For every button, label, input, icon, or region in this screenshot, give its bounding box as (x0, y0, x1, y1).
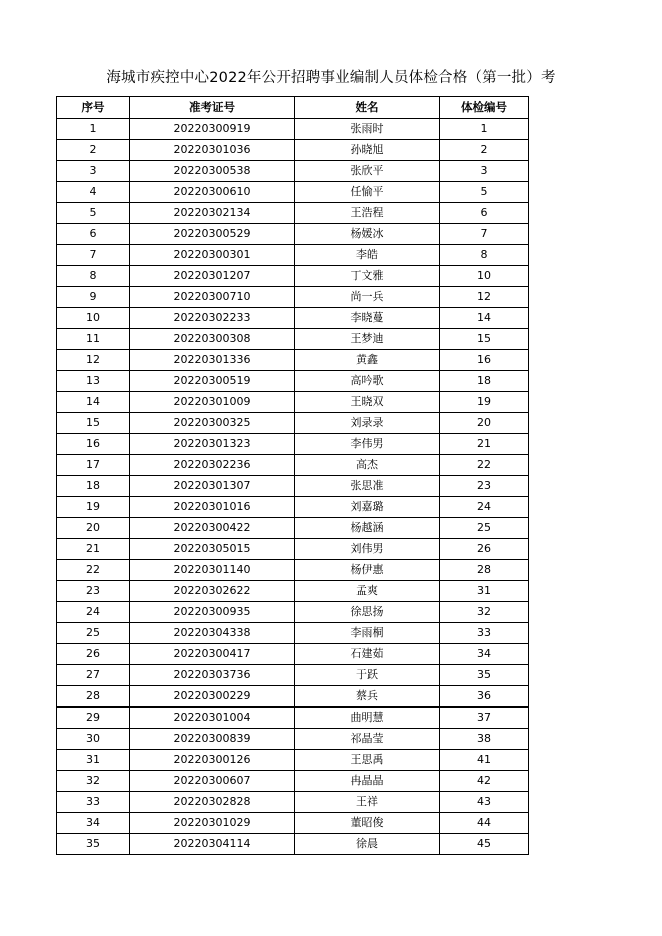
cell-name: 王思禹 (295, 750, 440, 771)
cell-seq: 30 (57, 729, 130, 750)
cell-exam-no: 20220300710 (130, 287, 295, 308)
cell-seq: 31 (57, 750, 130, 771)
cell-exam-no: 20220302622 (130, 581, 295, 602)
cell-name: 王祥 (295, 792, 440, 813)
cell-exam-no: 20220300839 (130, 729, 295, 750)
header-name: 姓名 (295, 97, 440, 119)
cell-check-no: 19 (440, 392, 529, 413)
cell-exam-no: 20220302134 (130, 203, 295, 224)
table-row (57, 287, 529, 308)
cell-name: 曲明慧 (295, 707, 440, 729)
cell-exam-no: 20220300422 (130, 518, 295, 539)
cell-exam-no: 20220302828 (130, 792, 295, 813)
cell-seq: 15 (57, 413, 130, 434)
cell-check-no: 43 (440, 792, 529, 813)
table-row (57, 813, 529, 834)
cell-check-no: 7 (440, 224, 529, 245)
cell-name: 孙晓旭 (295, 140, 440, 161)
table-row (57, 350, 529, 371)
cell-name: 李雨桐 (295, 623, 440, 644)
cell-name: 尚一兵 (295, 287, 440, 308)
header-check-no: 体检编号 (440, 97, 529, 119)
cell-check-no: 26 (440, 539, 529, 560)
table-row (57, 497, 529, 518)
cell-name: 董昭俊 (295, 813, 440, 834)
cell-exam-no: 20220301140 (130, 560, 295, 581)
cell-exam-no: 20220301016 (130, 497, 295, 518)
cell-check-no: 3 (440, 161, 529, 182)
cell-seq: 32 (57, 771, 130, 792)
cell-check-no: 22 (440, 455, 529, 476)
cell-check-no: 41 (440, 750, 529, 771)
cell-seq: 25 (57, 623, 130, 644)
cell-seq: 21 (57, 539, 130, 560)
cell-exam-no: 20220300538 (130, 161, 295, 182)
roster-table (56, 96, 529, 855)
cell-check-no: 6 (440, 203, 529, 224)
cell-name: 徐思扬 (295, 602, 440, 623)
roster-body (57, 119, 529, 855)
cell-seq: 18 (57, 476, 130, 497)
cell-name: 李皓 (295, 245, 440, 266)
cell-name: 杨越涵 (295, 518, 440, 539)
cell-name: 丁文雅 (295, 266, 440, 287)
cell-seq: 19 (57, 497, 130, 518)
table-row (57, 119, 529, 140)
cell-name: 王梦迪 (295, 329, 440, 350)
cell-check-no: 18 (440, 371, 529, 392)
table-row (57, 203, 529, 224)
table-row (57, 371, 529, 392)
cell-name: 李伟男 (295, 434, 440, 455)
cell-check-no: 31 (440, 581, 529, 602)
cell-seq: 34 (57, 813, 130, 834)
cell-exam-no: 20220301207 (130, 266, 295, 287)
table-row (57, 434, 529, 455)
cell-seq: 11 (57, 329, 130, 350)
cell-check-no: 15 (440, 329, 529, 350)
cell-name: 于跃 (295, 665, 440, 686)
table-row (57, 834, 529, 855)
cell-exam-no: 20220300919 (130, 119, 295, 140)
cell-exam-no: 20220300308 (130, 329, 295, 350)
cell-name: 祁晶莹 (295, 729, 440, 750)
cell-check-no: 23 (440, 476, 529, 497)
cell-name: 王晓双 (295, 392, 440, 413)
table-row (57, 329, 529, 350)
cell-exam-no: 20220300519 (130, 371, 295, 392)
cell-name: 李晓蔓 (295, 308, 440, 329)
table-row (57, 245, 529, 266)
table-row (57, 140, 529, 161)
cell-exam-no: 20220301307 (130, 476, 295, 497)
cell-exam-no: 20220300935 (130, 602, 295, 623)
table-row (57, 392, 529, 413)
table-row (57, 518, 529, 539)
cell-exam-no: 20220305015 (130, 539, 295, 560)
cell-exam-no: 20220304114 (130, 834, 295, 855)
cell-name: 高吟歌 (295, 371, 440, 392)
cell-seq: 35 (57, 834, 130, 855)
cell-seq: 20 (57, 518, 130, 539)
cell-seq: 23 (57, 581, 130, 602)
table-row (57, 602, 529, 623)
cell-check-no: 21 (440, 434, 529, 455)
table-row (57, 455, 529, 476)
table-row (57, 771, 529, 792)
cell-seq: 22 (57, 560, 130, 581)
table-row (57, 182, 529, 203)
cell-exam-no: 20220301009 (130, 392, 295, 413)
cell-check-no: 42 (440, 771, 529, 792)
cell-check-no: 32 (440, 602, 529, 623)
cell-seq: 26 (57, 644, 130, 665)
cell-seq: 9 (57, 287, 130, 308)
cell-name: 黄鑫 (295, 350, 440, 371)
cell-name: 任愉平 (295, 182, 440, 203)
cell-seq: 17 (57, 455, 130, 476)
cell-exam-no: 20220301323 (130, 434, 295, 455)
cell-seq: 10 (57, 308, 130, 329)
cell-check-no: 44 (440, 813, 529, 834)
document-title: 海城市疾控中心2022年公开招聘事业编制人员体检合格（第一批）考 (106, 70, 556, 86)
cell-name: 张思准 (295, 476, 440, 497)
cell-check-no: 37 (440, 707, 529, 729)
cell-exam-no: 20220300126 (130, 750, 295, 771)
cell-check-no: 25 (440, 518, 529, 539)
cell-name: 刘嘉璐 (295, 497, 440, 518)
cell-name: 张欣平 (295, 161, 440, 182)
cell-check-no: 20 (440, 413, 529, 434)
cell-name: 高杰 (295, 455, 440, 476)
cell-check-no: 2 (440, 140, 529, 161)
cell-check-no: 10 (440, 266, 529, 287)
cell-check-no: 33 (440, 623, 529, 644)
table-row (57, 539, 529, 560)
cell-seq: 4 (57, 182, 130, 203)
cell-exam-no: 20220301029 (130, 813, 295, 834)
cell-exam-no: 20220301036 (130, 140, 295, 161)
cell-check-no: 1 (440, 119, 529, 140)
cell-exam-no: 20220300607 (130, 771, 295, 792)
cell-seq: 2 (57, 140, 130, 161)
cell-exam-no: 20220302233 (130, 308, 295, 329)
cell-name: 杨媛冰 (295, 224, 440, 245)
cell-exam-no: 20220304338 (130, 623, 295, 644)
cell-check-no: 38 (440, 729, 529, 750)
cell-seq: 3 (57, 161, 130, 182)
cell-name: 冉晶晶 (295, 771, 440, 792)
table-row (57, 560, 529, 581)
cell-seq: 14 (57, 392, 130, 413)
cell-name: 刘伟男 (295, 539, 440, 560)
cell-seq: 12 (57, 350, 130, 371)
cell-seq: 33 (57, 792, 130, 813)
cell-seq: 13 (57, 371, 130, 392)
cell-name: 王浩程 (295, 203, 440, 224)
cell-name: 张雨时 (295, 119, 440, 140)
table-row (57, 161, 529, 182)
header-seq: 序号 (57, 97, 130, 119)
cell-check-no: 36 (440, 686, 529, 708)
cell-check-no: 16 (440, 350, 529, 371)
cell-check-no: 34 (440, 644, 529, 665)
cell-seq: 8 (57, 266, 130, 287)
cell-check-no: 8 (440, 245, 529, 266)
table-row (57, 308, 529, 329)
table-row (57, 413, 529, 434)
header-row (57, 97, 529, 119)
cell-check-no: 12 (440, 287, 529, 308)
cell-name: 杨伊惠 (295, 560, 440, 581)
cell-check-no: 24 (440, 497, 529, 518)
cell-check-no: 28 (440, 560, 529, 581)
table-row (57, 686, 529, 708)
table-row (57, 266, 529, 287)
cell-check-no: 14 (440, 308, 529, 329)
cell-exam-no: 20220303736 (130, 665, 295, 686)
table-row (57, 623, 529, 644)
cell-seq: 16 (57, 434, 130, 455)
cell-seq: 6 (57, 224, 130, 245)
table-row (57, 729, 529, 750)
cell-name: 石建茹 (295, 644, 440, 665)
cell-check-no: 45 (440, 834, 529, 855)
cell-exam-no: 20220300301 (130, 245, 295, 266)
table-row (57, 476, 529, 497)
cell-exam-no: 20220300417 (130, 644, 295, 665)
cell-seq: 5 (57, 203, 130, 224)
cell-seq: 7 (57, 245, 130, 266)
table-row (57, 644, 529, 665)
cell-seq: 29 (57, 707, 130, 729)
table-row (57, 750, 529, 771)
table-row (57, 581, 529, 602)
cell-name: 徐晨 (295, 834, 440, 855)
cell-exam-no: 20220300529 (130, 224, 295, 245)
table-row (57, 224, 529, 245)
cell-exam-no: 20220302236 (130, 455, 295, 476)
table-row (57, 707, 529, 729)
table-row (57, 665, 529, 686)
cell-check-no: 35 (440, 665, 529, 686)
cell-name: 孟爽 (295, 581, 440, 602)
cell-name: 刘录录 (295, 413, 440, 434)
cell-check-no: 5 (440, 182, 529, 203)
cell-seq: 24 (57, 602, 130, 623)
table-row (57, 792, 529, 813)
cell-seq: 27 (57, 665, 130, 686)
cell-exam-no: 20220301336 (130, 350, 295, 371)
cell-exam-no: 20220300325 (130, 413, 295, 434)
cell-seq: 1 (57, 119, 130, 140)
cell-seq: 28 (57, 686, 130, 708)
cell-exam-no: 20220301004 (130, 707, 295, 729)
header-exam-no: 准考证号 (130, 97, 295, 119)
cell-exam-no: 20220300229 (130, 686, 295, 708)
cell-exam-no: 20220300610 (130, 182, 295, 203)
cell-name: 蔡兵 (295, 686, 440, 708)
